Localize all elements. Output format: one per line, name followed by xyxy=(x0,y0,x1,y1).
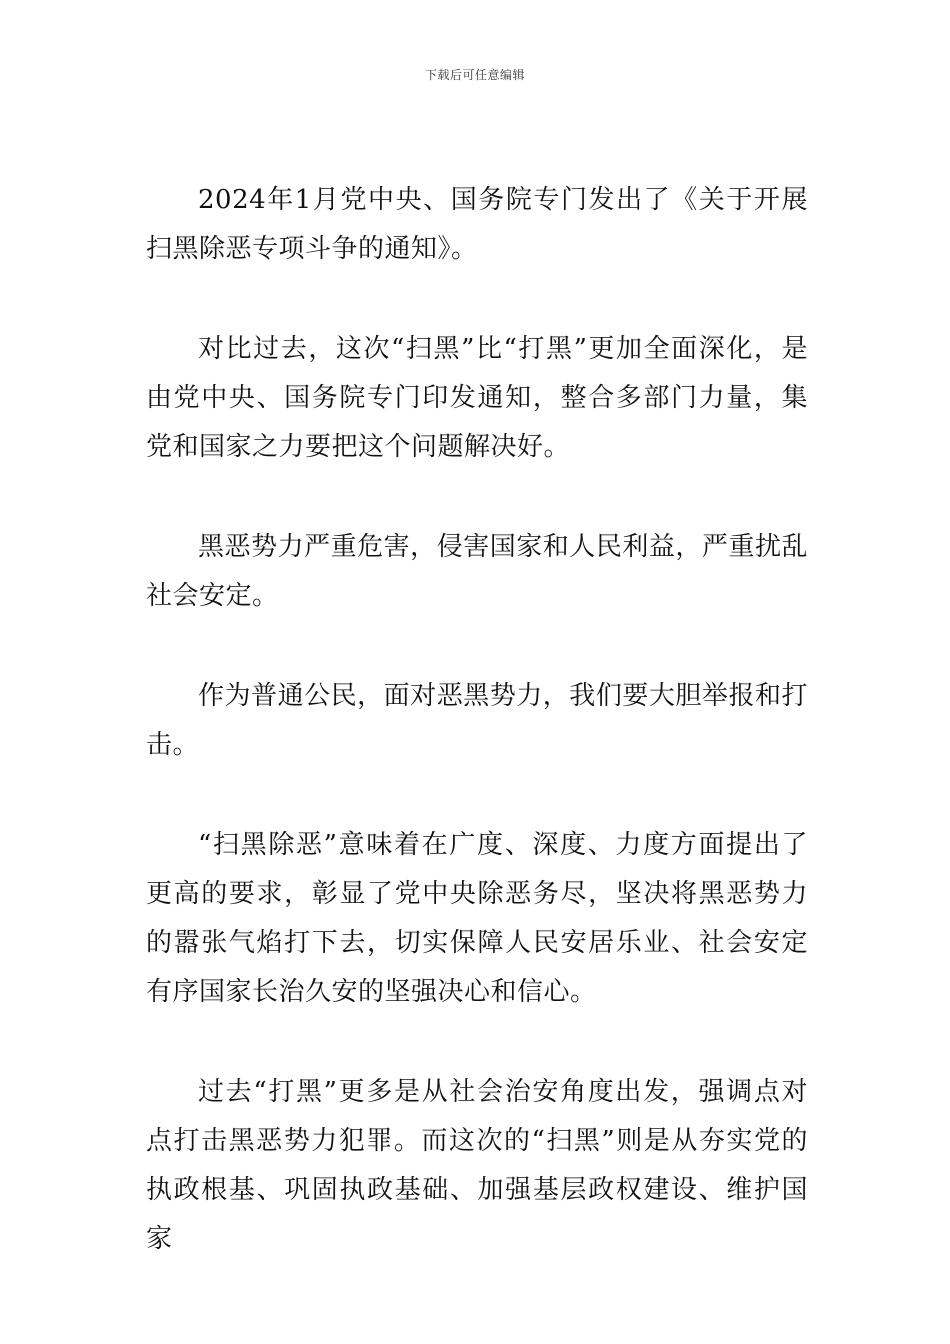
paragraph-4: 作为普通公民，面对恶黑势力，我们要大胆举报和打击。 xyxy=(146,681,808,760)
paragraph-5: “扫黑除恶”意味着在广度、深度、力度方面提出了更高的要求，彰显了党中央除恶务尽，坚决将黑恶势力的嚣张气焰打下去，切实保障人民安居乐业、社会安定有序国家长治久安的坚强决心和信心。 xyxy=(146,830,808,1007)
paragraph-3: 黑恶势力严重危害，侵害国家和人民利益，严重扰乱社会安定。 xyxy=(146,532,808,611)
header-note: 下载后可任意编辑 xyxy=(424,68,525,82)
paragraph-2: 对比过去，这次“扫黑”比“打黑”更加全面深化，是由党中央、国务院专门印发通知，整合多部门力量，集党和国家之力要把这个问题解决好。 xyxy=(146,334,808,462)
paragraph-1: 2024年1月党中央、国务院专门发出了《关于开展扫黑除恶专项斗争的通知》。 xyxy=(146,185,808,264)
paragraph-6: 过去“打黑”更多是从社会治安角度出发，强调点对点打击黑恶势力犯罪。而这次的“扫黑”则是从夯实党的执政根基、巩固执政基础、加强基层政权建设、维护国家 xyxy=(146,1077,808,1254)
document-body xyxy=(146,176,808,1315)
